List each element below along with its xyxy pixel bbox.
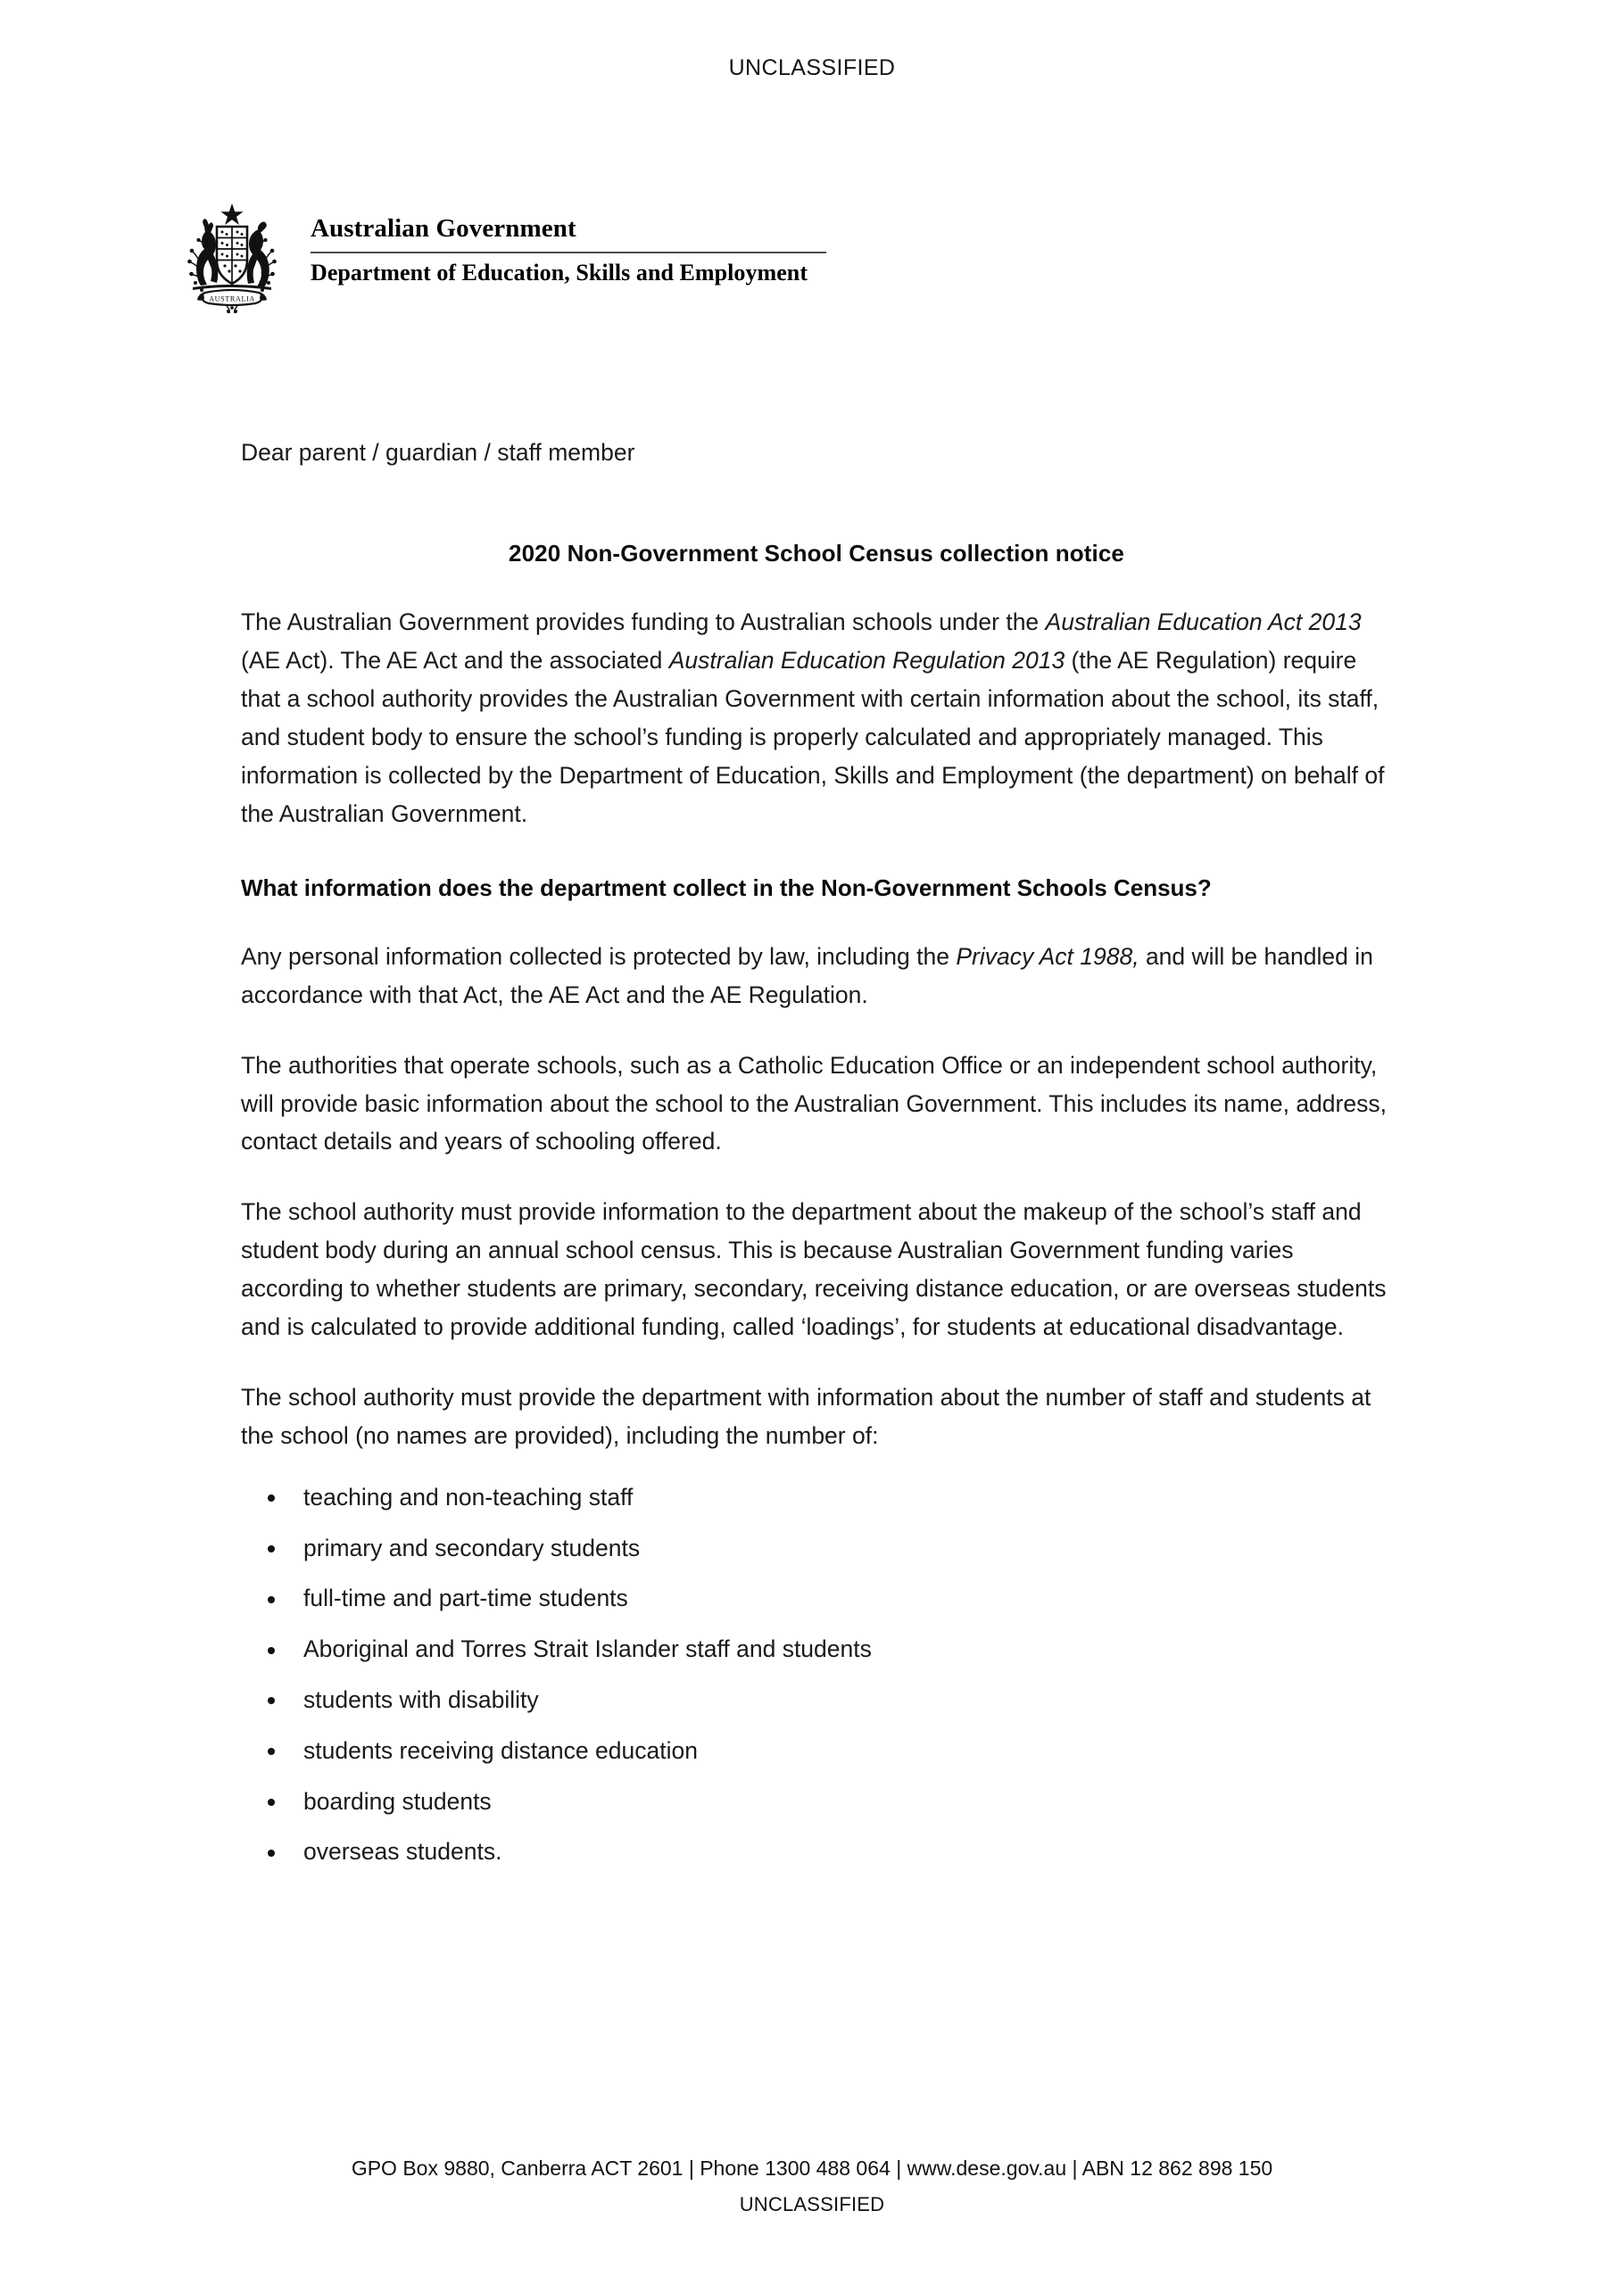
bullet-icon	[268, 1545, 275, 1552]
section-heading-what-information: What information does the department collect in the Non-Government Schools Census?	[241, 873, 1212, 901]
list-item-label: primary and secondary students	[303, 1534, 641, 1561]
bullet-icon	[268, 1748, 275, 1755]
salutation: Dear parent / guardian / staff member	[241, 439, 635, 466]
para2-text-2: and will be handled in accordance with that Act, the AE Act and the AE Regulation.	[241, 942, 1373, 1008]
masthead-divider	[311, 252, 826, 253]
paragraph-authorities: The authorities that operate schools, such as a Catholic Education Office or an independent school authority, will provide basic information about the school to the Australian Government. This includes its name, address, contact details and years of schooling offered.	[241, 1051, 1387, 1155]
list-item	[241, 1533, 1392, 1565]
list-item-label: students with disability	[303, 1686, 539, 1713]
classification-banner-top: UNCLASSIFIED	[728, 55, 896, 80]
bullet-icon	[268, 1494, 275, 1502]
para1-text-3: (the AE Regulation) require that a school authority provides the Australian Government with certain information about the school, its staff, and student body to ensure the school’s funding is properly calculated and appropriately managed. This information is collected by the Department of Education, Skills and Employment (the department) on behalf of the Australian Government.	[241, 647, 1385, 827]
list-item-label: overseas students.	[303, 1838, 502, 1866]
list-item-label: students receiving distance education	[303, 1736, 698, 1764]
list-item	[241, 1482, 1392, 1514]
list-item-label: full-time and part-time students	[303, 1585, 628, 1612]
svg-text:AUSTRALIA: AUSTRALIA	[209, 294, 255, 303]
paragraph-funding	[241, 603, 1392, 833]
list-item-label: teaching and non-teaching staff	[303, 1483, 634, 1511]
masthead	[166, 198, 826, 314]
classification-banner-bottom: UNCLASSIFIED	[739, 2193, 885, 2215]
bullet-icon	[268, 1647, 275, 1654]
government-title: Australian Government	[311, 214, 576, 243]
letter-body	[241, 435, 1392, 1868]
list-item	[241, 1583, 1392, 1615]
bullet-icon	[268, 1850, 275, 1857]
list-item	[241, 1735, 1392, 1768]
list-item	[241, 1634, 1392, 1666]
para1-italic-regulation: Australian Education Regulation 2013	[668, 647, 1065, 675]
page-footer	[0, 2154, 1624, 2216]
paragraph-census-makeup: The school authority must provide information to the department about the makeup of the school’s staff and student body during an annual school census. This is because Australian Government funding varies according to whether students are primary, secondary, receiving distance education, or are overseas students and is calculated to provide additional funding, called ‘loadings’, for students at educational disadvantage.	[241, 1198, 1387, 1341]
para1-text-1: The Australian Government provides funding to Australian schools under the	[241, 609, 1046, 636]
department-title: Department of Education, Skills and Employment	[311, 260, 808, 286]
list-item	[241, 1836, 1392, 1868]
paragraph-numbers-intro: The school authority must provide the department with information about the number of staff and students at the school (no names are provided), including the number of:	[241, 1384, 1371, 1450]
list-item	[241, 1786, 1392, 1818]
para1-italic-act: Australian Education Act 2013	[1045, 609, 1362, 636]
para2-text-1: Any personal information collected is protected by law, including the	[241, 942, 957, 970]
australian-coat-of-arms-icon	[166, 200, 298, 314]
collected-information-list	[241, 1482, 1392, 1868]
bullet-icon	[268, 1799, 275, 1806]
bullet-icon	[268, 1596, 275, 1603]
masthead-wordmark	[311, 198, 826, 286]
list-item-label: boarding students	[303, 1787, 492, 1815]
page-title: 2020 Non-Government School Census collection notice	[509, 540, 1124, 567]
list-item	[241, 1685, 1392, 1717]
para1-text-2: (AE Act). The AE Act and the associated	[241, 647, 669, 675]
bullet-icon	[268, 1697, 275, 1704]
para2-italic-privacy-act: Privacy Act 1988,	[956, 942, 1139, 970]
list-item-label: Aboriginal and Torres Strait Islander staff and students	[303, 1635, 872, 1663]
paragraph-privacy	[241, 938, 1392, 1014]
footer-contact-line: GPO Box 9880, Canberra ACT 2601 | Phone 1300 488 064 | www.dese.gov.au | ABN 12 862 898 150	[351, 2156, 1273, 2180]
